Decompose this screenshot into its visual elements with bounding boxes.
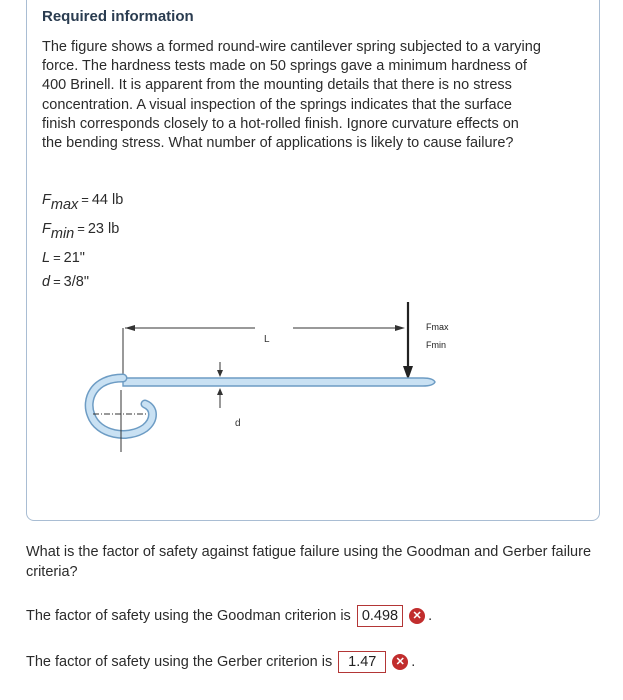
d-arrow-top: [217, 370, 223, 377]
spring-figure: [83, 300, 463, 460]
dimension-arrow-left: [125, 325, 135, 331]
question-text: What is the factor of safety against fatigue failure using the Goodman and Gerber failure criteria?: [26, 544, 592, 580]
label-fmin: Fmin: [426, 340, 446, 350]
dimension-arrow-right: [395, 325, 405, 331]
given-fmax: Fmax = 44 lb: [42, 192, 124, 213]
gerber-label: The factor of safety using the Gerber criterion is: [26, 654, 333, 670]
goodman-answer-input[interactable]: 0.498: [357, 605, 403, 627]
gerber-answer-input[interactable]: 1.47: [338, 651, 386, 673]
given-values: [42, 188, 123, 294]
given-length: L = 21": [42, 250, 85, 266]
spring-wire: [123, 378, 435, 386]
required-info-title: Required information: [42, 8, 194, 25]
given-diameter: d = 3/8": [42, 274, 89, 290]
label-L: L: [264, 334, 270, 345]
goodman-label: The factor of safety using the Goodman criterion is: [26, 608, 351, 624]
problem-statement: The figure shows a formed round-wire cantilever spring subjected to a varying force. The hardness tests made on 50 springs gave a minimum hardness of 400 Brinell. It is apparent from the mounting details that there is no stress concentration. A visual inspection of the springs indicates that the surface finish corresponds closely to a hot-rolled finish. Ignore curvature effects on the bending stress. What number of applications is likely to cause failure?: [42, 39, 541, 152]
label-d: d: [235, 418, 241, 429]
goodman-answer-row: The factor of safety using the Goodman criterion is 0.498 ✕ .: [26, 605, 432, 627]
d-arrow-bottom: [217, 388, 223, 395]
gerber-answer-row: The factor of safety using the Gerber criterion is 1.47 ✕ .: [26, 651, 415, 673]
given-fmin: Fmin = 23 lb: [42, 221, 120, 242]
incorrect-icon: ✕: [409, 608, 425, 624]
incorrect-icon: ✕: [392, 654, 408, 670]
label-fmax: Fmax: [426, 322, 449, 332]
